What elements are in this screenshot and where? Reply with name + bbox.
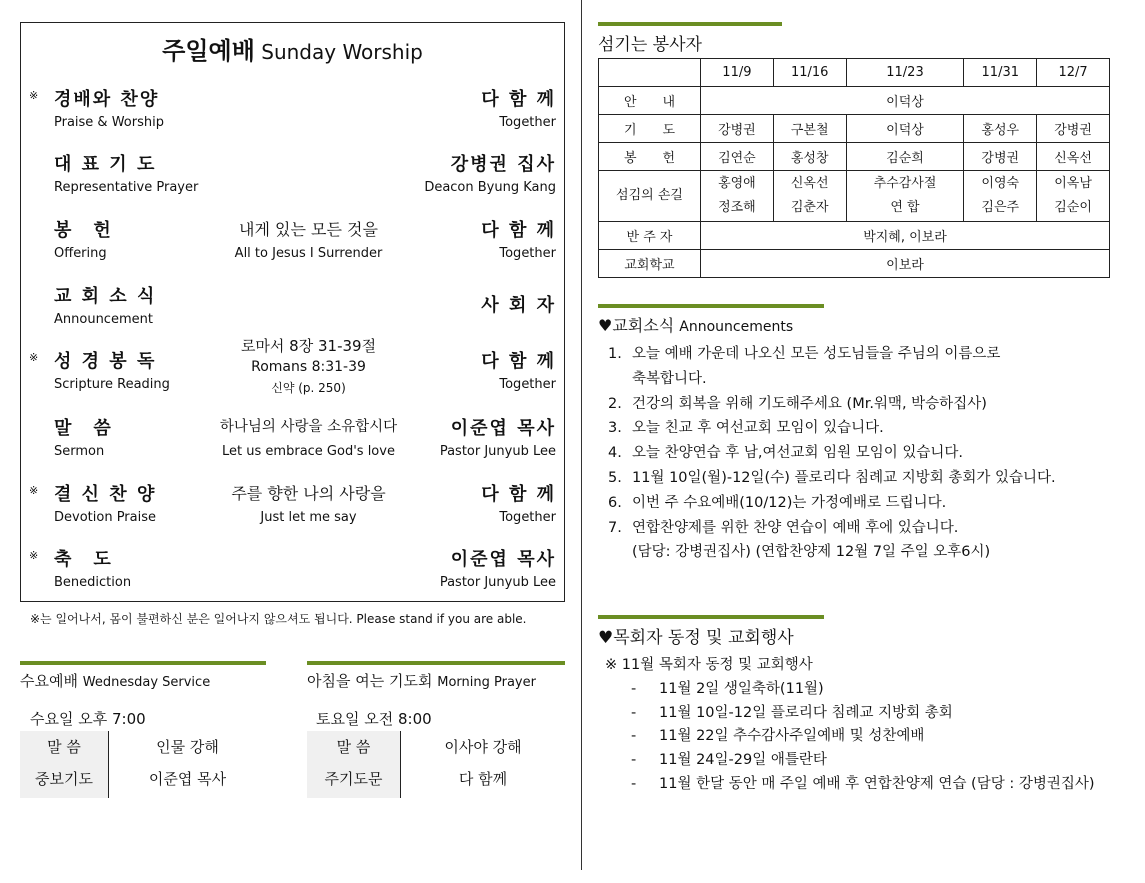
volunteer-name: 이옥남 [1054,176,1092,191]
volunteer-cell: 김연순 [701,143,774,171]
item-number: 4. [608,445,622,462]
event-item [605,773,1095,797]
item-title-ko: 경배와 찬양 [54,89,160,110]
item-leader-ko: 다 함 께 [481,89,556,110]
accompanist-value: 박지혜, 이보라 [701,222,1110,250]
row-label: 기 도 [599,115,701,143]
row-label: 주기도문 [307,763,400,798]
announcement-line [608,466,1056,491]
item-title-en: Benediction [54,575,132,590]
volunteer-cell [964,171,1037,222]
item-leader-en: Pastor Junyub Lee [439,444,556,459]
item-title-en: Scripture Reading [54,377,170,392]
event-text: 11월 24일-29일 애틀란타 [659,752,827,769]
heart-icon: ♥ [598,628,614,648]
item-leader-en: Together [499,246,556,261]
item-text: 건강의 회복을 위해 기도해주세요 (Mr.워맥, 박승하집사) [632,395,987,412]
row-value: 다 함께 [400,763,565,798]
volunteer-cell: 강병권 [964,143,1037,171]
item-number: 2. [608,395,622,412]
volunteer-name: 김순이 [1054,200,1092,215]
volunteer-cell: 신옥선 [1037,143,1110,171]
item-title-ko: 대 표 기 도 [54,154,157,175]
volunteer-cell: 홍성창 [773,143,846,171]
volunteer-cell [773,171,846,222]
item-text: 연합찬양제를 위한 찬양 연습이 예배 후에 있습니다. [632,519,959,536]
item-title-en: Representative Prayer [54,180,199,195]
item-number: 5. [608,469,622,486]
stand-note: ※는 일어나서, 몸이 불편하신 분은 일어나지 않으셔도 됩니다. Please stand if you are able. [30,612,527,626]
volunteer-cell: 이덕상 [846,115,964,143]
row-value: 이사야 강해 [400,731,565,763]
row-label: 반 주 자 [599,222,701,250]
item-center-ko: 내게 있는 모든 것을 [239,220,378,239]
date-header: 12/7 [1037,59,1110,87]
accent-bar [598,22,782,26]
event-item [605,725,1095,749]
item-text: 오늘 예배 가운데 나오신 모든 성도님들을 주님의 이름으로 [632,346,1001,362]
event-text: 11월 2일 생일축하(11월) [659,680,824,697]
announcement-line [608,342,1056,367]
morning-title [307,670,536,691]
stand-mark: ※ [29,549,39,562]
row-label: 섬김의 손길 [599,171,701,222]
item-title-ko: 결 신 찬 양 [54,484,157,505]
volunteer-cell [701,171,774,222]
event-item [605,678,1095,702]
stand-mark: ※ [29,484,39,497]
item-center-en: Let us embrace God's love [222,444,395,459]
date-header: 11/9 [701,59,774,87]
volunteers-title: 섬기는 봉사자 [598,35,702,55]
item-leader-ko: 이준엽 목사 [450,549,556,570]
item-text: 11월 10일(월)-12일(수) 플로리다 침례교 지방회 총회가 있습니다. [632,469,1056,486]
dash-icon: - [631,704,637,721]
volunteer-cell: 강병권 [1037,115,1110,143]
events-title [598,623,794,648]
announcement-line [608,392,1056,417]
item-text: 이번 주 수요예배(10/12)는 가정예배로 드립니다. [632,494,947,511]
volunteer-name: 김춘자 [790,200,829,215]
item-number: 7. [608,519,622,536]
item-title-ko: 교 회 소 식 [54,286,157,307]
title-en: Sunday Worship [261,40,423,64]
item-center-en: Romans 8:31-39 [251,359,366,375]
announcement-line [608,441,1056,466]
usher-value: 이덕상 [701,87,1110,115]
announcement-line [608,367,1056,392]
row-label: 봉 헌 [599,143,701,171]
volunteer-cell: 홍성우 [964,115,1037,143]
event-item [605,702,1095,726]
item-number: 1. [608,346,622,362]
volunteer-cell: 강병권 [701,115,774,143]
item-center-en: All to Jesus I Surrender [234,246,383,261]
item-number: 6. [608,494,622,511]
volunteer-cell: 김순희 [846,143,964,171]
item-leader-en: Together [499,115,556,130]
wednesday-time: 수요일 오후 7:00 [30,710,146,728]
announcement-line [608,491,1056,516]
dash-icon: - [631,728,637,745]
row-label: 말 씀 [307,731,400,763]
item-title-en: Offering [54,246,107,261]
volunteer-name: 김은주 [981,200,1020,215]
announcements-list [608,342,1056,565]
page-title [21,31,564,66]
announcement-line [608,516,1056,541]
dash-icon: - [631,775,637,792]
sunday-worship-box [20,22,565,602]
item-title-en: Sermon [54,444,105,459]
item-leader-ko: 이준엽 목사 [450,418,556,439]
item-center-ko: 로마서 8장 31-39절 [240,337,377,355]
accent-bar [20,661,266,665]
volunteers-table [598,58,1110,278]
date-header: 11/16 [773,59,846,87]
item-title-ko: 축 도 [54,549,113,570]
volunteer-name: 연 합 [890,200,920,215]
title-ko: 교회소식 [612,316,675,335]
item-number: 3. [608,420,622,437]
stand-mark: ※ [29,89,39,102]
item-center-ko: 주를 향한 나의 사랑을 [231,484,386,503]
item-title-en: Devotion Praise [54,510,156,525]
volunteer-name: 정조해 [718,200,756,215]
item-title-ko: 봉 헌 [54,220,113,241]
item-title-en: Announcement [54,312,153,327]
title-en: Wednesday Service [82,675,211,690]
item-center-extra: 신약 (p. 250) [271,381,346,395]
event-text: 11월 한달 동안 매 주일 예배 후 연합찬양제 연습 (담당 : 강병권집사) [659,775,1095,792]
item-text: 오늘 친교 후 여선교회 모임이 있습니다. [632,420,884,437]
dash-icon: - [631,680,637,697]
item-text: 오늘 찬양연습 후 남,여선교회 임원 모임이 있습니다. [632,445,964,462]
date-header: 11/31 [964,59,1037,87]
item-center-ko: 하나님의 사랑을 소유합시다 [219,419,398,435]
school-value: 이보라 [701,250,1110,278]
wednesday-title [20,670,210,691]
item-leader-ko: 다 함 께 [481,220,556,241]
volunteer-name: 이영숙 [981,176,1020,191]
row-label: 교회학교 [599,250,701,278]
item-leader-ko: 사 회 자 [481,295,556,316]
item-title-en: Praise & Worship [54,115,164,130]
item-text: 축복합니다. [632,370,707,387]
announcement-line [608,540,1056,565]
item-leader-ko: 다 함 께 [481,351,556,372]
dash-icon: - [631,752,637,769]
column-divider [581,0,582,870]
events-list [605,654,1095,797]
accent-bar [598,304,824,308]
title-en: Announcements [679,319,794,335]
item-leader-ko: 다 함 께 [481,484,556,505]
morning-time: 토요일 오전 8:00 [316,710,432,728]
item-text: (담당: 강병권집사) (연합찬양제 12월 7일 주일 오후6시) [632,544,991,561]
announcements-title [598,313,793,336]
date-header: 11/23 [846,59,964,87]
heart-icon: ♥ [598,316,613,335]
volunteer-cell: 구본철 [773,115,846,143]
item-leader-en: Pastor Junyub Lee [439,575,556,590]
volunteer-name: 신옥선 [790,176,829,191]
row-label: 말 씀 [20,731,108,763]
title-ko: 아침을 여는 기도회 [307,672,433,690]
event-text: 11월 22일 추수감사주일예배 및 성찬예배 [659,728,925,745]
accent-bar [598,615,824,619]
stand-mark: ※ [29,351,39,364]
item-title-ko: 성 경 봉 독 [54,351,157,372]
corner-cell [599,59,701,87]
item-leader-en: Together [499,377,556,392]
item-center-en: Just let me say [260,510,357,525]
item-leader-en: Deacon Byung Kang [424,180,556,195]
volunteer-name: 홍영애 [718,176,756,191]
row-value: 인물 강해 [108,731,266,763]
event-text: 11월 10일-12일 플로리다 침례교 지방회 총회 [659,704,953,721]
row-label: 중보기도 [20,763,108,798]
announcement-line [608,416,1056,441]
title-ko: 수요예배 [20,672,78,690]
accent-bar [307,661,565,665]
item-leader-ko: 강병권 집사 [450,154,556,175]
item-leader-en: Together [499,510,556,525]
row-label: 안 내 [599,87,701,115]
volunteer-name: 추수감사절 [873,176,937,191]
event-item [605,749,1095,773]
row-value: 이준엽 목사 [108,763,266,798]
events-subtitle: ※ 11월 목회자 동정 및 교회행사 [605,657,813,673]
title-text: 목회자 동정 및 교회행사 [613,628,794,648]
item-title-ko: 말 씀 [54,418,113,439]
title-en: Morning Prayer [437,675,536,690]
volunteer-cell [846,171,964,222]
title-ko: 주일예배 [162,37,255,65]
volunteer-cell [1037,171,1110,222]
